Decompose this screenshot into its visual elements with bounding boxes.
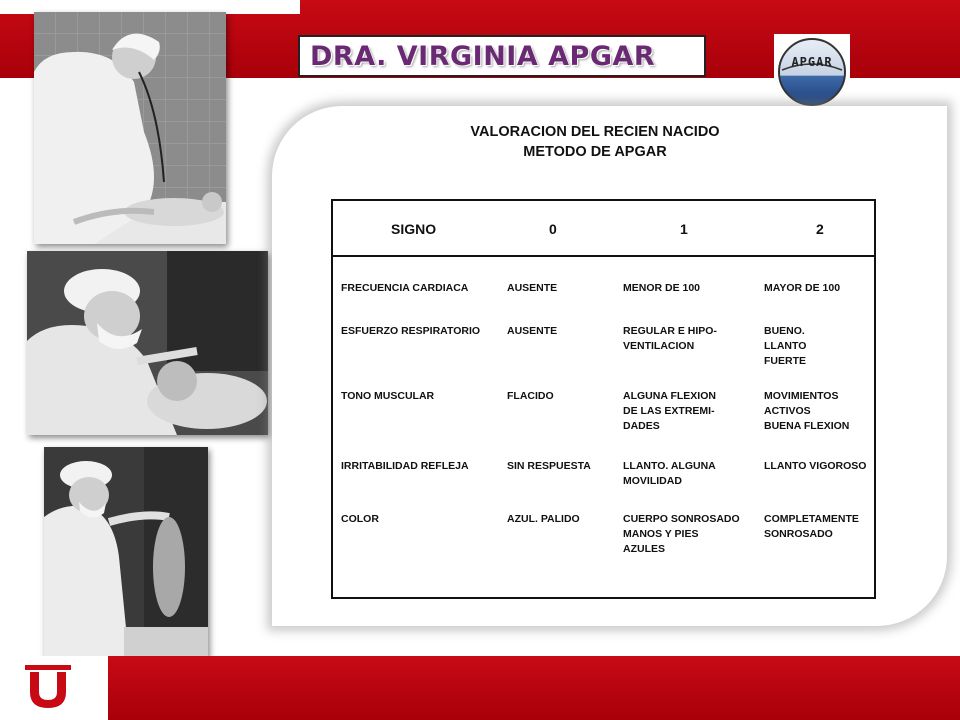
photo-nurse-holding-baby [44, 447, 208, 658]
table-cell-score-2: MOVIMIENTOS ACTIVOS BUENA FLEXION [764, 390, 850, 432]
table-header-row [333, 201, 874, 257]
table-cell-sign: TONO MUSCULAR [341, 390, 435, 402]
bottom-red-band [0, 656, 960, 720]
header-score-2: 2 [816, 221, 824, 237]
university-u-logo-icon [22, 662, 74, 714]
table-cell-score-0: FLACIDO [507, 390, 554, 402]
table-cell-score-0: AUSENTE [507, 282, 558, 294]
table-heading [420, 122, 770, 162]
table-cell-score-0: AZUL. PALIDO [507, 513, 580, 525]
table-cell-score-0: AUSENTE [507, 325, 558, 337]
header-score-0: 0 [549, 221, 557, 237]
heading-line-1: VALORACION DEL RECIEN NACIDO [470, 124, 720, 140]
table-cell-score-1: CUERPO SONROSADO MANOS Y PIES AZULES [623, 513, 740, 555]
table-cell-score-1: REGULAR E HIPO- VENTILACION [623, 325, 717, 352]
header-signo: SIGNO [391, 221, 437, 237]
photo-masked-doctor [27, 251, 268, 435]
heading-line-2: METODO DE APGAR [523, 144, 667, 160]
apgar-globe-logo-icon [776, 36, 848, 108]
table-cell-score-2: BUENO. LLANTO FUERTE [764, 325, 807, 367]
table-cell-score-1: ALGUNA FLEXION DE LAS EXTREMI- DADES [623, 390, 716, 432]
table-cell-sign: COLOR [341, 513, 379, 525]
title-box [298, 35, 706, 77]
table-cell-score-1: MENOR DE 100 [623, 282, 701, 294]
photo-doctor-stethoscope [34, 12, 226, 244]
table-cell-sign: IRRITABILIDAD REFLEJA [341, 460, 469, 472]
table-cell-score-2: LLANTO VIGOROSO [764, 460, 867, 472]
table-cell-score-2: MAYOR DE 100 [764, 282, 841, 294]
table-cell-score-2: COMPLETAMENTE SONROSADO [764, 513, 859, 540]
table-cell-score-0: SIN RESPUESTA [507, 460, 591, 472]
table-cell-sign: FRECUENCIA CARDIACA [341, 282, 469, 294]
page-title: DRA. VIRGINIA APGAR [310, 41, 656, 72]
apgar-score-table [331, 199, 876, 599]
table-cell-sign: ESFUERZO RESPIRATORIO [341, 325, 481, 337]
apgar-logo-text: APGAR [791, 55, 833, 69]
table-cell-score-1: LLANTO. ALGUNA MOVILIDAD [623, 460, 716, 487]
header-score-1: 1 [680, 221, 688, 237]
